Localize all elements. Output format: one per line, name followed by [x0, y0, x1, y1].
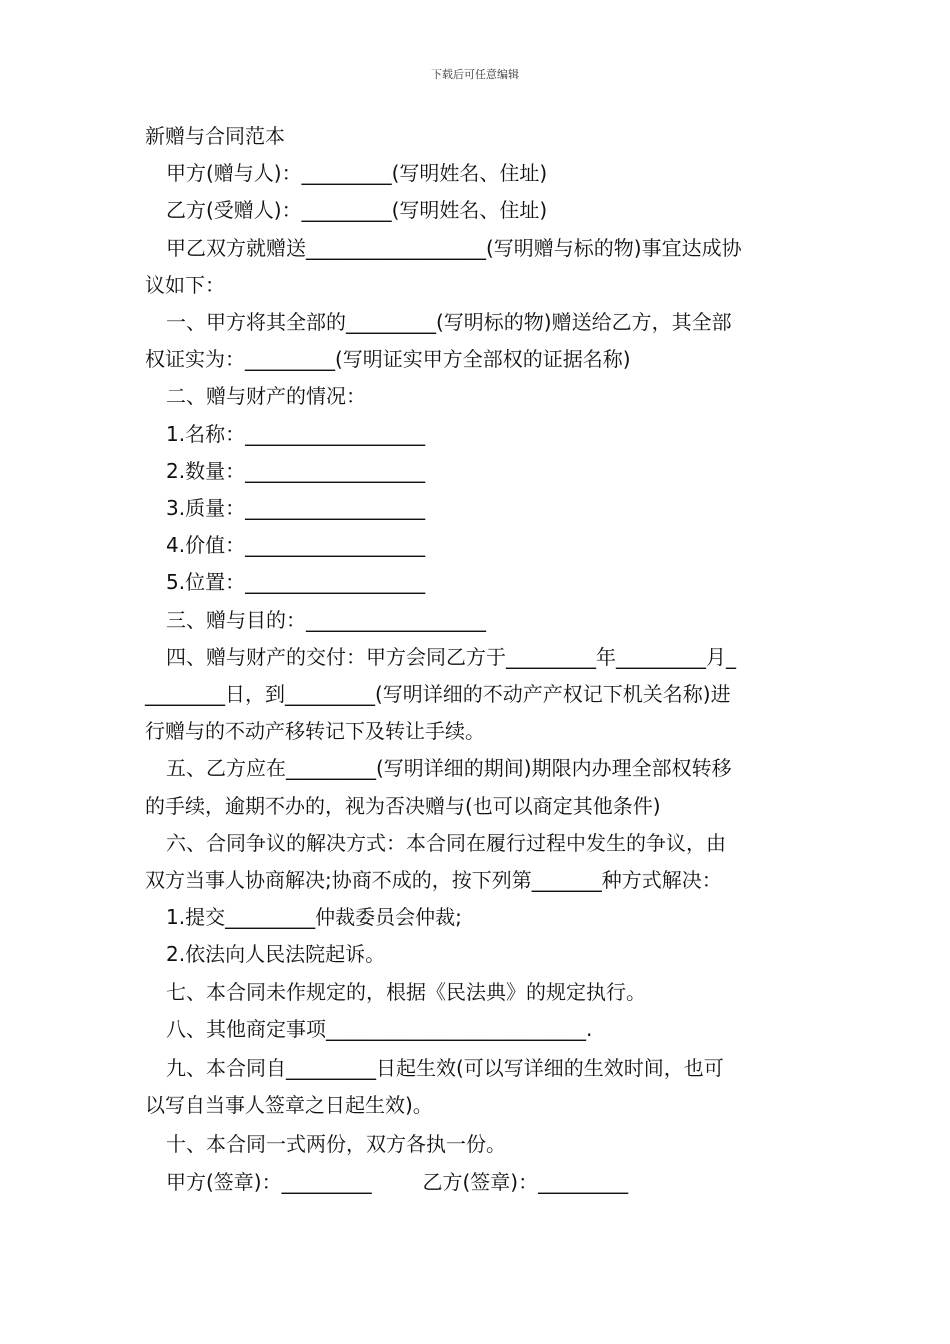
document-title: 新赠与合同范本: [145, 124, 285, 148]
clause-6-line-2: 双方当事人协商解决;协商不成的，按下列第_______种方式解决：: [145, 868, 722, 893]
clause-6-option-2: 2.依法向人民法院起诉。: [166, 942, 386, 967]
clause-1-line-2: 权证实为：_________(写明证实甲方全部权的证据名称): [145, 347, 631, 372]
clause-8-line: 八、其他商定事项__________________________.: [166, 1016, 593, 1041]
property-quality-line: 3.质量：__________________: [166, 496, 426, 521]
intro-line-2: 议如下：: [145, 272, 225, 297]
clause-1-line-1: 一、甲方将其全部的_________(写明标的物)赠送给乙方，其全部: [166, 310, 732, 335]
party-b-line: 乙方(受赠人)：_________(写明姓名、住址): [166, 198, 548, 223]
property-value-line: 4.价值：__________________: [166, 533, 426, 558]
party-a-signature: 甲方(签章)：_________: [166, 1169, 372, 1194]
signature-spacer: [372, 1170, 423, 1194]
clause-9-line-2: 以写自当事人签章之日起生效)。: [145, 1093, 433, 1118]
clause-6-option-1: 1.提交_________仲裁委员会仲裁;: [166, 905, 462, 930]
clause-4-line-3: 行赠与的不动产移转记下及转让手续。: [145, 719, 485, 744]
clause-9-line-1: 九、本合同自_________日起生效(可以写详细的生效时间，也可: [166, 1056, 724, 1081]
party-b-signature: 乙方(签章)：_________: [422, 1169, 629, 1194]
property-quantity-line: 2.数量：__________________: [166, 458, 426, 483]
property-name-line: 1.名称：__________________: [166, 421, 426, 446]
clause-6-line-1: 六、合同争议的解决方式：本合同在履行过程中发生的争议，由: [166, 830, 726, 855]
page-header: 下载后可任意编辑: [431, 68, 519, 81]
clause-3-line: 三、赠与目的：__________________: [166, 607, 486, 632]
clause-4-line-2: ________日，到_________(写明详细的不动产产权记下机关名称)进: [145, 682, 731, 707]
clause-2-heading: 二、赠与财产的情况：: [166, 384, 366, 409]
party-a-line: 甲方(赠与人)：_________(写明姓名、住址): [166, 161, 548, 186]
signature-row: [145, 1164, 810, 1201]
clause-7-line: 七、本合同未作规定的，根据《民法典》的规定执行。: [166, 979, 646, 1004]
clause-5-line-2: 的手续，逾期不办的，视为否决赠与(也可以商定其他条件): [145, 793, 661, 818]
intro-line-1: 甲乙双方就赠送__________________(写明赠与标的物)事宜达成协: [166, 235, 742, 260]
property-location-line: 5.位置：__________________: [166, 570, 426, 595]
clause-10-line: 十、本合同一式两份，双方各执一份。: [166, 1132, 506, 1157]
clause-5-line-1: 五、乙方应在_________(写明详细的期间)期限内办理全部权转移: [166, 756, 732, 781]
clause-4-line-1: 四、赠与财产的交付：甲方会同乙方于_________年_________月_: [166, 644, 736, 669]
contract-document: [145, 118, 810, 1201]
